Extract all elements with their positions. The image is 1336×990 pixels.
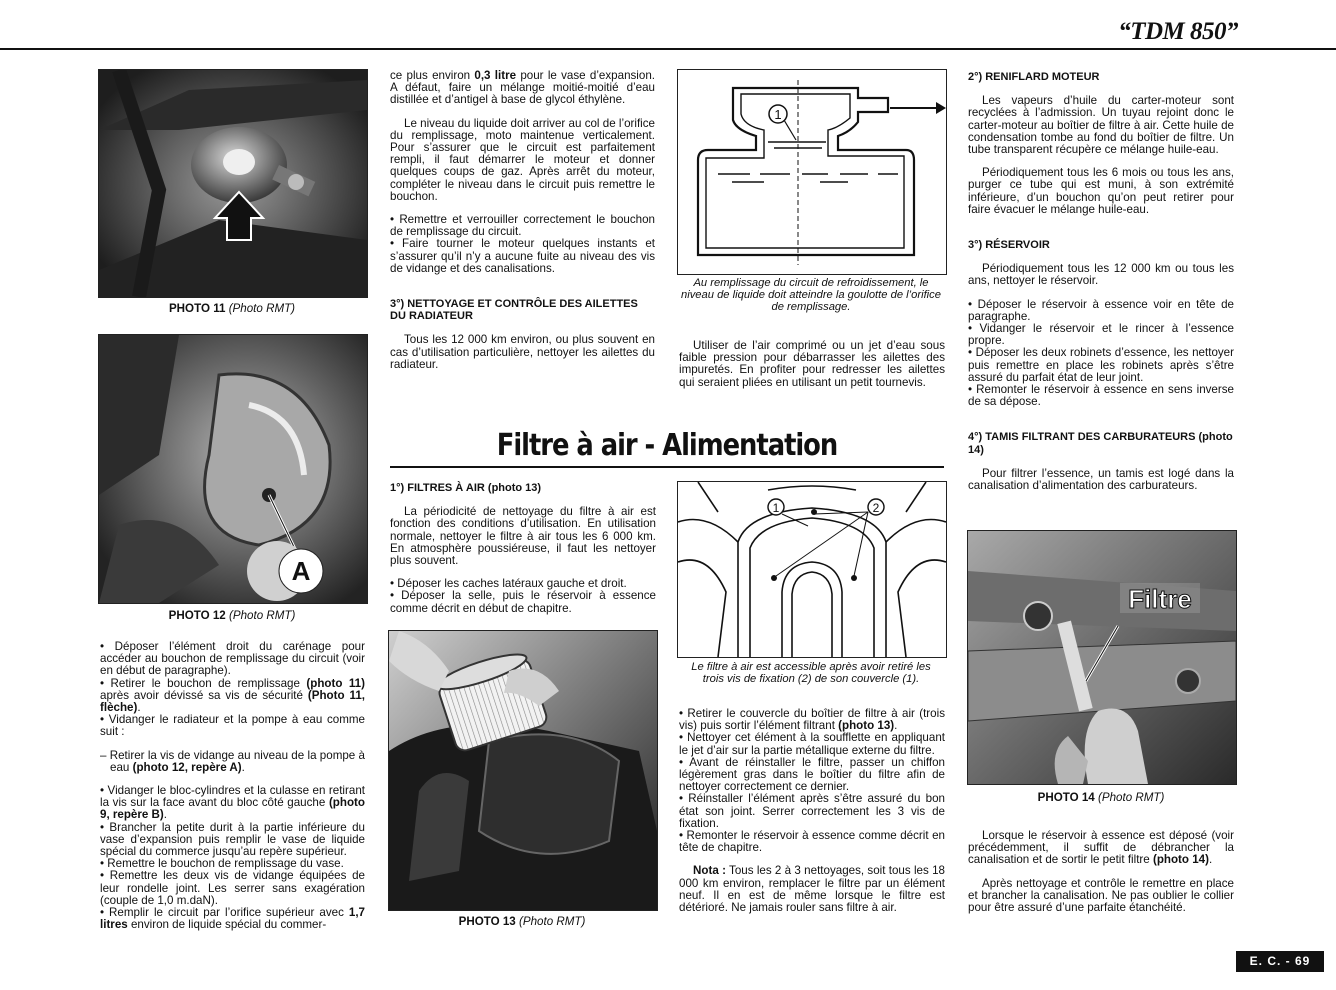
col4-heading-tamis: 4°) TAMIS FILTRANT DES CARBURATEURS (photo 14) [968,431,1233,456]
photo-13-credit: (Photo RMT) [519,915,586,928]
photo-11-caption [98,302,366,315]
col4-para-1: Les vapeurs d’huile du carter-moteur sont recyclées à l’admission. Un tuyau rejoint donc le carter-moteur au boîtier de filtre à air. Cette huile de condensation tombe au fond du boîtier de filtre. Un tube transparent récupère ce mélange huile-eau. [968,94,1234,157]
section-title-rule [390,466,944,468]
column-2-lower-text [390,482,656,626]
col3b-bullet-4: • Réinstaller l’élément après s’être assuré du bon état son joint. Serrer correctement les 3 vis de fixation. [679,792,945,830]
column-2-text [390,70,655,382]
col1-bullet-8: • Remettre les deux vis de vidange équipées de leur rondelle joint. Les serrer sans exagération (couple de 1,0 m.daN). [100,869,365,907]
col4-bullet-2: • Vidanger le réservoir et le rincer à l’essence propre. [968,322,1234,348]
photo-14-caption [967,791,1235,804]
diagram-air-filter-caption: Le filtre à air est accessible après avoir retiré les trois vis de fixation (2) de son couvercle (1). [691,661,931,685]
photo-14 [967,530,1237,785]
photo-13 [388,630,658,911]
photo-12-caption [98,609,366,622]
col3b-bullet-2: • Nettoyer cet élément à la soufflette en appliquant le jet d’air sur la partie métallique externe du filtre. [679,731,945,757]
col4-heading-reservoir: 3°) RÉSERVOIR [968,239,1050,252]
col1-bullet-9: • Remplir le circuit par l’orifice supérieur avec 1,7 litres environ de liquide spécial du commer- [100,906,365,932]
photo-11-label: PHOTO 11 [168,302,226,315]
col4-heading-reniflard: 2°) RENIFLARD MOTEUR [968,71,1100,83]
col2b-heading-filtres: 1°) FILTRES À AIR (photo 13) [390,482,542,494]
section-title: Filtre à air - Alimentation [496,428,838,463]
column-3-lower-text [679,708,945,925]
column-4-text [968,71,1234,503]
photo-11 [98,69,368,298]
diagram-reservoir-drawing [678,70,946,274]
col4-bullet-1: • Déposer le réservoir à essence voir en tête de paragraphe. [968,297,1234,323]
diagram-reservoir-level [677,69,947,275]
photo-12-credit: (Photo RMT) [229,609,296,622]
col4-para-6: Après nettoyage et contrôle le remettre en place et brancher la canalisation. Ne pas oublier le collier pour être assuré d’une parfaite étanchéité. [968,876,1234,915]
photo-12-label: PHOTO 12 [168,609,226,622]
col4-para-2: Périodiquement tous les 6 mois ou tous les ans, purger ce tube qui est muni, à son extrémité inférieure, d’un bouchon qu’on peut retirer pour faire évacuer le mélange huile-eau. [968,166,1234,216]
diagram-air-filter-label-1: 1 [772,501,780,515]
page-number-badge: E. C. - 69 [1236,951,1324,972]
diagram-air-filter [677,481,947,658]
col2-heading-radiateur: 3°) NETTOYAGE ET CONTRÔLE DES AILETTES DU RADIATEUR [390,298,638,323]
photo-12-image [99,335,367,603]
col2b-bullet-1: • Déposer les caches latéraux gauche et droit. [390,577,627,591]
col2-para-3: Tous les 12 000 km environ, ou plus souvent en cas d’utilisation particulière, nettoyer les ailettes du radiateur. [390,333,655,371]
col1-bullet-5: • Vidanger le bloc-cylindres et la culasse en retirant la vis sur la face avant du bloc côté gauche (photo 9, repère B). [100,784,365,822]
col2-para-2: Le niveau du liquide doit arriver au col de l’orifice du remplissage, moto maintenue verticalement. Pour s’assurer que le circuit est parfaitement rempli, il faut démarrer le moteur et donner quelques coups de gaz. Après arrêt du moteur, compléter le niveau dans le circuit puis remettre le bouchon. [390,116,655,203]
photo-13-caption [388,915,656,928]
col3b-bullet-3: • Avant de réinstaller le filtre, passer un chiffon légèrement gras dans le boîtier du filtre afin de nettoyer correctement ce dernier. [679,755,945,794]
diagram-air-filter-drawing [678,482,946,657]
col1-bullet-6: • Brancher la petite durit à la partie inférieure du vase d’expansion puis remplir le vase de liquide spécial du commerce jusqu’au repère supérieur. [100,820,365,859]
col1-bullet-2: • Retirer le bouchon de remplissage (photo 11) après avoir dévissé sa vis de sécurité (Photo 11, flèche). [100,676,365,715]
photo-11-image [99,70,367,297]
col2b-para-1: La périodicité de nettoyage du filtre à air est fonction des conditions d’utilisation. En utilisation normale, nettoyer le filtre à air tous les 6 000 km. En atmosphère poussiéreuse, il faut les nettoyer plus souvent. [390,505,656,568]
diagram-reservoir-caption: Au remplissage du circuit de refroidissement, le niveau de liquide doit atteindre la goulotte de l’orifice de remplissage. [681,277,941,313]
col4-bullet-4: • Remonter le réservoir à essence en sens inverse de sa dépose. [968,383,1234,409]
col4-para-3: Périodiquement tous les 12 000 km ou tous les ans, nettoyer le réservoir. [968,262,1234,288]
col1-bullet-1: • Déposer l’élément droit du carénage pour accéder au bouchon de remplissage du circuit (voir en début de paragraphe). [100,640,365,678]
photo-14-credit: (Photo RMT) [1098,791,1165,804]
col2-para-1: ce plus environ 0,3 litre pour le vase d’expansion. A défaut, faire un mélange moitié-moitié d’eau distillée et d’antigel à base de glycol éthylène. [390,69,656,107]
col4-para-4: Pour filtrer l’essence, un tamis est logé dans la canalisation d’alimentation des carburateurs. [968,466,1234,493]
header-rule [0,48,1336,50]
column-4-lower-text [968,830,1234,925]
photo-14-image [968,531,1236,784]
photo-13-image [389,631,657,910]
col3b-bullet-1: • Retirer le couvercle du boîtier de filtre à air (trois vis) puis sortir l’élément filtrant (photo 13). [679,707,945,733]
col3b-nota: Nota : Tous les 2 à 3 nettoyages, soit tous les 18 000 km environ, remplacer le filtre par un élément neuf. Il en est de même lorsque le filtre est détérioré. Ne jamais rouler sans filtre à air. [679,864,945,915]
photo-12-marker: A [291,556,311,586]
col3b-bullet-5: • Remonter le réservoir à essence comme décrit en tête de chapitre. [679,829,945,855]
photo-14-marker: Filtre [1128,584,1192,614]
photo-14-label: PHOTO 14 [1037,791,1095,804]
column-1-text [100,641,365,931]
col4-para-5: Lorsque le réservoir à essence est déposé (voir précédemment, il suffit de débrancher la canalisation et de sortir le petit filtre (photo 14). [968,829,1234,867]
photo-11-credit: (Photo RMT) [228,302,296,315]
col2-bullet-2: • Faire tourner le moteur quelques instants et s’assurer qu’il n’y a aucune fuite au niveau des vis de vidange et des canalisations. [390,237,655,275]
running-header-title: “TDM 850” [1118,18,1238,45]
col2b-bullet-2: • Déposer la selle, puis le réservoir à essence comme décrit en début de chapitre. [390,589,656,615]
photo-13-label: PHOTO 13 [458,915,516,928]
col1-dash-1: – Retirer la vis de vidange au niveau de la pompe à eau (photo 12, repère A). [100,748,365,774]
column-3-top-text [679,340,945,400]
diagram-reservoir-label-1: 1 [774,107,782,122]
col3-para-1: Utiliser de l’air comprimé ou un jet d’eau sous faible pression pour débarrasser les ailettes des impuretés. En profiter pour redresser les ailettes qui seraient pliées en utilisant un petit tournevis. [679,339,945,389]
photo-12 [98,334,368,604]
diagram-air-filter-label-2: 2 [872,501,880,515]
col4-bullet-3: • Déposer les deux robinets d’essence, les nettoyer puis remettre en place les robinets après s’être assuré du parfait état de leur joint. [968,346,1234,384]
col2-bullet-1: • Remettre et verrouiller correctement le bouchon de remplissage du circuit. [390,213,655,239]
col1-bullet-7: • Remettre le bouchon de remplissage du vase. [100,857,344,871]
col1-bullet-3: • Vidanger le radiateur et la pompe à eau comme suit : [100,713,365,739]
